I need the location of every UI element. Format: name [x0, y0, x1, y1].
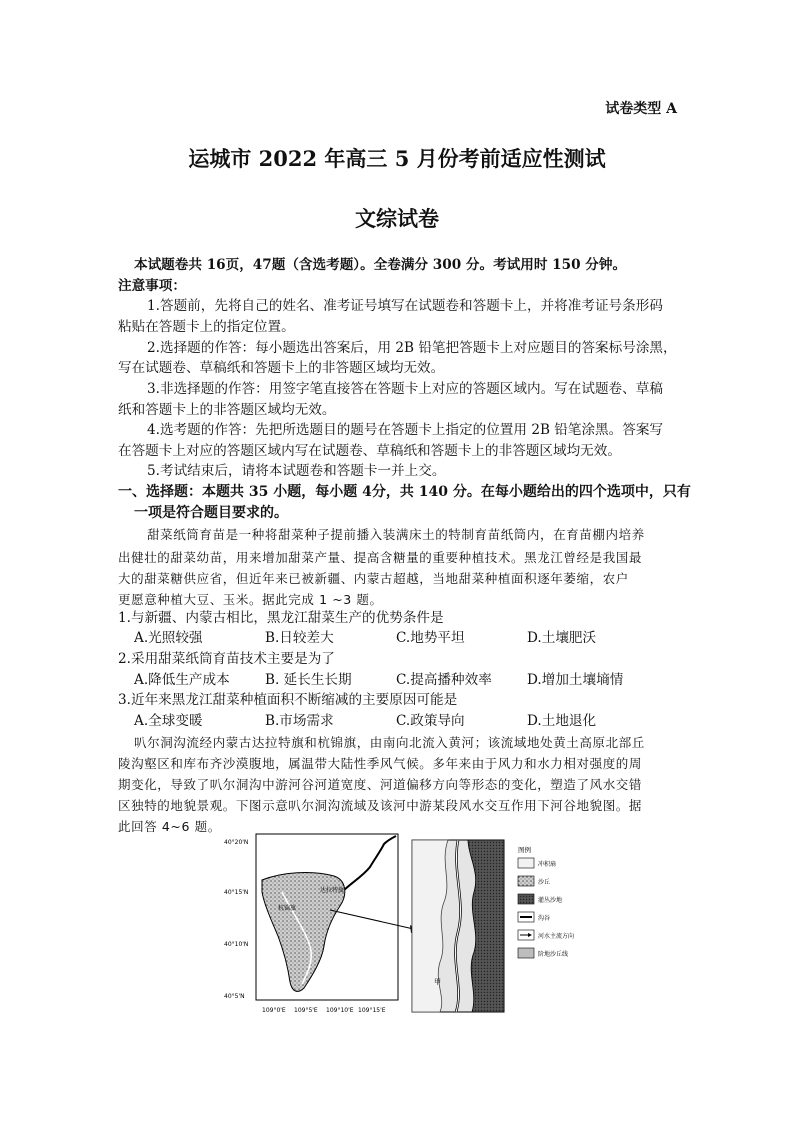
lat-label: 40°5'N: [224, 993, 245, 1000]
option: D.土地退化: [527, 713, 597, 729]
passage-line: 叭尔洞沟流经内蒙古达拉特旗和杭锦旗，由南向北流入黄河；该流域地处黄土高原北部丘: [134, 735, 645, 750]
lat-label: 40°20'N: [224, 839, 249, 846]
option: C.提高播种效率: [396, 672, 492, 688]
passage-line: 出健壮的甜菜幼苗，用来增加甜菜产量、提高含糖量的重要种植技术。黑龙江曾经是我国最: [118, 550, 643, 565]
legend-item: 阶地沙丘线: [538, 951, 569, 958]
passage-line: 此回答 4~6 题。: [118, 819, 221, 834]
passage-line: 甜菜纸筒育苗是一种将甜菜种子提前播入装满床土的特制育苗纸筒内，在育苗棚内培养: [147, 527, 645, 542]
passage-line: 陵沟壑区和库布齐沙漠腹地，属温带大陆性季风气候。多年来由于风力和水力相对强度的周: [118, 756, 643, 771]
notes-heading: 注意事项：: [118, 278, 186, 294]
option: B.市场需求: [265, 713, 334, 729]
option: A.全球变暖: [134, 713, 203, 729]
legend-title: 图例: [518, 846, 531, 854]
option: C.政策导向: [396, 713, 465, 729]
valley-landform-detail: [412, 840, 504, 1012]
legend-item: 河水主流方向: [538, 933, 574, 940]
option: D.增加土壤墒情: [527, 672, 624, 688]
legend-item: 冲积扇: [538, 861, 557, 868]
location-map: [224, 834, 418, 1014]
map-label: 杭锦旗: [278, 905, 297, 912]
exam-title: 运城市 2022 年高三 5 月份考前适应性测试: [188, 146, 606, 171]
question-stem: 1.与新疆、内蒙古相比，黑龙江甜菜生产的优势条件是: [118, 610, 444, 626]
lat-label: 40°10'N: [224, 941, 249, 948]
legend-item: 灌丛沙地: [538, 897, 563, 904]
section-heading-cont: 一项是符合题目要求的。: [134, 505, 288, 521]
paper-type-label: 试卷类型 A: [605, 101, 677, 117]
option: A.降低生产成本: [134, 672, 230, 688]
note-line: 5.考试结束后，请将本试题卷和答题卡一并上交。: [147, 463, 446, 479]
lon-label: 109°5'E: [294, 1007, 318, 1014]
note-line: 在答题卡上对应的答题区域内写在试题卷、草稿纸和答题卡上的非答题区域均无效。: [118, 443, 621, 459]
legend-item: 沟谷: [538, 915, 551, 922]
figure-legend: [518, 845, 574, 958]
question-options: [134, 628, 658, 648]
note-line: 纸和答题卡上的非答题区域均无效。: [118, 402, 336, 418]
note-line: 3.非选择题的作答：用签字笔直接答在答题卡上对应的答题区域内。写在试题卷、草稿: [147, 381, 663, 397]
passage-line: 更愿意种植大豆、玉米。据此完成 1 ~3 题。: [118, 592, 383, 607]
option: B. 延长生长期: [265, 672, 352, 688]
paper-subtitle: 文综试卷: [355, 206, 439, 231]
question-options: [134, 670, 658, 690]
question-options: [134, 711, 658, 731]
note-line: 写在试题卷、草稿纸和答题卡上的非答题区域均无效。: [118, 360, 445, 376]
passage-line: 期变化，导致了叭尔洞沟中游河谷河道宽度、河道偏移方向等形态的变化，塑造了风水交错: [118, 777, 643, 792]
note-line: 粘贴在答题卡上的指定位置。: [118, 319, 295, 335]
question-stem: 2.采用甜菜纸筒育苗技术主要是为了: [118, 651, 335, 667]
exam-intro: 本试题卷共 16页，47题（含选考题）。全卷满分 300 分。考试用时 150 分钟。: [134, 257, 627, 273]
map-marker: 甲: [434, 978, 441, 986]
option: D.土壤肥沃: [527, 630, 597, 646]
option: A.光照较强: [134, 630, 203, 646]
lon-label: 109°15'E: [358, 1007, 386, 1014]
note-line: 2.选择题的作答：每小题选出答案后，用 2B 铅笔把答题卡上对应题目的答案标号涂黑，: [147, 340, 677, 356]
lon-label: 109°10'E: [326, 1007, 354, 1014]
passage-line: 大的甜菜糖供应省，但近年来已被新疆、内蒙古超越，当地甜菜种植面积逐年萎缩，农户: [118, 571, 629, 586]
watershed-map-figure: [222, 832, 574, 1017]
lon-label: 109°0'E: [262, 1007, 286, 1014]
legend-item: 沙丘: [538, 879, 551, 886]
note-line: 1.答题前，先将自己的姓名、准考证号填写在试题卷和答题卡上，并将准考证号条形码: [147, 298, 663, 314]
section-heading: 一、选择题：本题共 35 小题，每小题 4分，共 140 分。在每小题给出的四个选项中，只有: [118, 484, 691, 500]
option: C.地势平坦: [396, 630, 465, 646]
lat-label: 40°15'N: [224, 889, 249, 896]
map-label: 达拉特旗: [320, 887, 345, 894]
passage-line: 区独特的地貌景观。下图示意叭尔洞沟流域及该河中游某段风水交互作用下河谷地貌图。据: [118, 798, 643, 813]
note-line: 4.选考题的作答：先把所选题目的题号在答题卡上指定的位置用 2B 铅笔涂黑。答案写: [147, 422, 664, 438]
option: B.日较差大: [265, 630, 334, 646]
question-stem: 3.近年来黑龙江甜菜种植面积不断缩减的主要原因可能是: [118, 692, 458, 708]
